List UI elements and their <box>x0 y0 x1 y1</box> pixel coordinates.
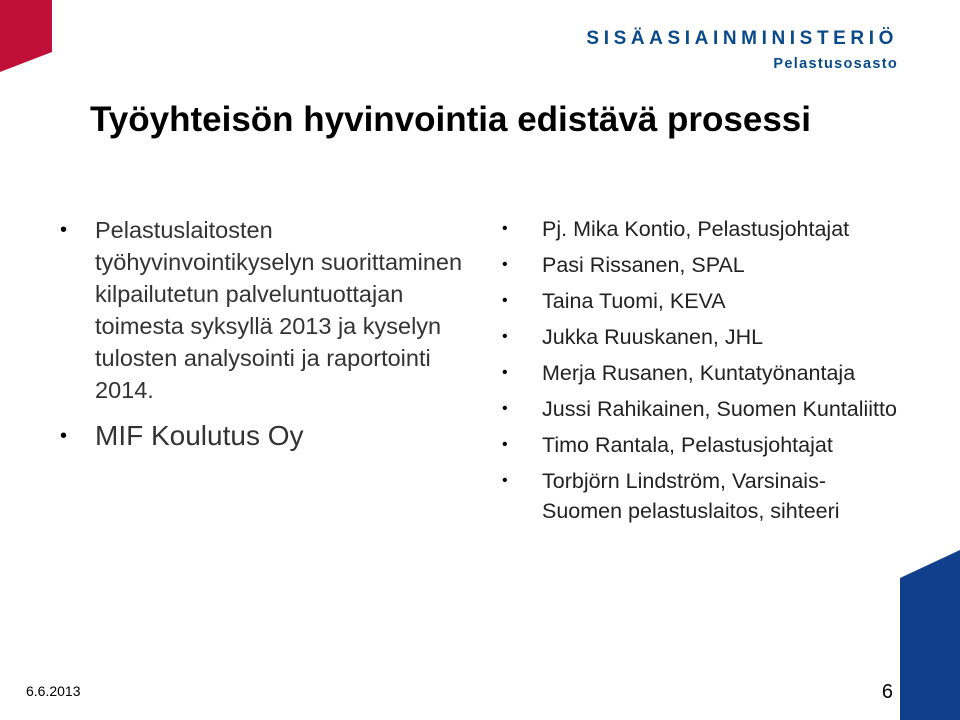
bullet-icon: • <box>502 400 508 417</box>
bullet-icon: • <box>502 364 508 381</box>
ministry-logo <box>586 28 898 72</box>
department-name: Pelastusosasto <box>773 56 898 72</box>
right-bullet-item <box>500 214 900 244</box>
bullet-icon: • <box>502 328 508 345</box>
bullet-icon: • <box>502 472 508 489</box>
right-bullet-item <box>500 250 900 280</box>
bullet-icon: • <box>60 425 68 447</box>
right-bullet-text: Taina Tuomi, KEVA <box>542 289 726 313</box>
right-bullet-item <box>500 430 900 460</box>
bullet-icon: • <box>502 292 508 309</box>
corner-decoration-blue <box>900 550 960 720</box>
bullet-icon: • <box>502 256 508 273</box>
right-bullet-item <box>500 466 900 526</box>
bullet-icon: • <box>502 436 508 453</box>
right-bullet-list <box>500 214 900 532</box>
left-bullet-text: MIF Koulutus Oy <box>95 420 304 451</box>
right-bullet-text: Jukka Ruuskanen, JHL <box>542 325 764 349</box>
right-bullet-text: Merja Rusanen, Kuntatyönantaja <box>542 361 856 385</box>
right-bullet-item <box>500 322 900 352</box>
left-bullet-item <box>60 416 480 456</box>
page-number: 6 <box>881 681 893 703</box>
corner-decoration-red <box>0 0 52 72</box>
left-bullet-text: Pelastuslaitosten työhyvinvointikyselyn suorittaminen kilpailutetun palveluntuottajan toimesta syksyllä 2013 ja kyselyn tulosten analysointi ja raportointi 2014. <box>95 217 463 403</box>
right-bullet-text: Pj. Mika Kontio, Pelastusjohtajat <box>542 217 850 241</box>
left-bullet-list <box>60 214 480 466</box>
left-bullet-item <box>60 214 480 406</box>
bullet-icon: • <box>502 220 508 237</box>
right-bullet-item <box>500 286 900 316</box>
right-bullet-item <box>500 394 900 424</box>
slide-title: Työyhteisön hyvinvointia edistävä prosessi <box>90 100 811 139</box>
ministry-name: SISÄASIAINMINISTERIÖ <box>586 28 898 49</box>
right-bullet-text: Pasi Rissanen, SPAL <box>542 253 745 277</box>
footer-date: 6.6.2013 <box>26 683 81 699</box>
right-bullet-text: Jussi Rahikainen, Suomen Kuntaliitto <box>542 397 897 421</box>
right-bullet-item <box>500 358 900 388</box>
bullet-icon: • <box>60 219 68 241</box>
right-bullet-text: Timo Rantala, Pelastusjohtajat <box>542 433 833 457</box>
right-bullet-text: Torbjörn Lindström, Varsinais-Suomen pelastuslaitos, sihteeri <box>542 469 840 523</box>
